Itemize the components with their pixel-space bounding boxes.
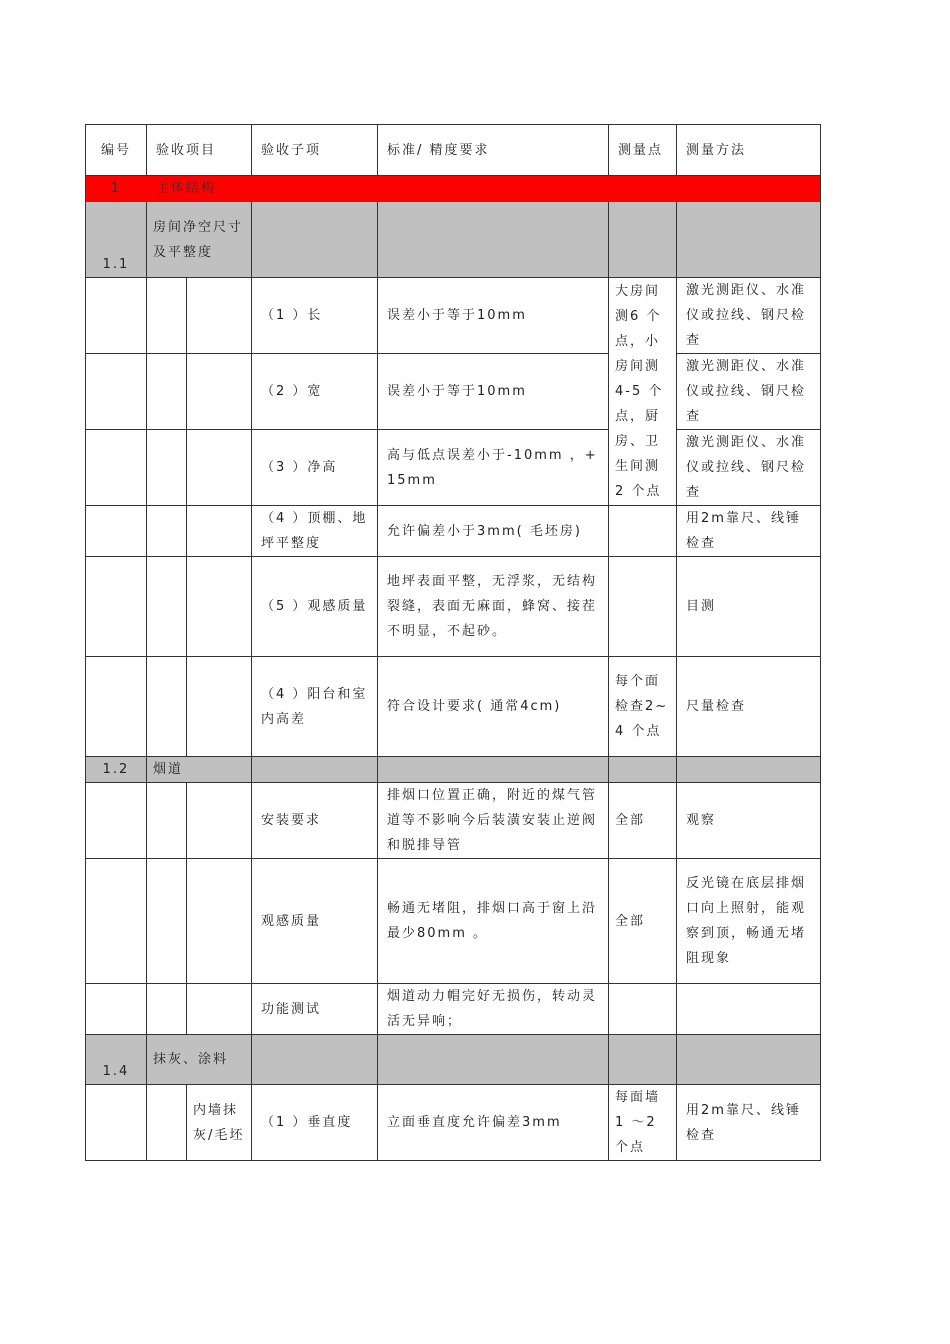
empty-cell [86, 354, 147, 430]
empty-cell [86, 430, 147, 506]
empty-cell [147, 783, 187, 859]
header-no: 编号 [86, 125, 147, 176]
empty-cell [86, 557, 147, 657]
section-empty [609, 1035, 677, 1085]
header-item: 验收项目 [147, 125, 252, 176]
section-empty [378, 757, 609, 783]
acceptance-table-wrapper [85, 124, 820, 1161]
section-row-1-1 [86, 202, 821, 278]
table-row [86, 557, 821, 657]
section-empty [677, 202, 821, 278]
empty-cell [187, 557, 252, 657]
standard: 误差小于等于10mm [378, 278, 609, 354]
section-1-empty [378, 176, 609, 202]
table-row [86, 506, 821, 557]
table-row [86, 783, 821, 859]
standard: 畅通无堵阻，排烟口高于窗上沿最少80mm 。 [378, 859, 609, 984]
section-1-1-no: 1.1 [86, 202, 147, 278]
section-empty [378, 1035, 609, 1085]
measure-method: 观察 [677, 783, 821, 859]
sub-item: （1 ）垂直度 [252, 1085, 378, 1161]
measure-points: 每个面检查2~4 个点 [609, 657, 677, 757]
section-1-empty [677, 176, 821, 202]
measure-method: 激光测距仪、水准仪或拉线、钢尺检查 [677, 278, 821, 354]
empty-cell [86, 657, 147, 757]
header-std: 标准/ 精度要求 [378, 125, 609, 176]
section-1-4-no: 1.4 [86, 1035, 147, 1085]
section-empty [677, 1035, 821, 1085]
measure-points [609, 506, 677, 557]
table-row [86, 354, 821, 430]
section-1-empty [252, 176, 378, 202]
empty-cell [147, 984, 187, 1035]
empty-cell [86, 506, 147, 557]
empty-cell [187, 859, 252, 984]
empty-cell [147, 354, 187, 430]
standard: 符合设计要求( 通常4cm) [378, 657, 609, 757]
measure-points: 全部 [609, 859, 677, 984]
section-1-2-no: 1.2 [86, 757, 147, 783]
empty-cell [147, 278, 187, 354]
sub-item: （2 ）宽 [252, 354, 378, 430]
measure-method: 反光镜在底层排烟口向上照射，能观察到顶，畅通无堵阻现象 [677, 859, 821, 984]
empty-cell [187, 430, 252, 506]
measure-points [609, 557, 677, 657]
measure-points: 全部 [609, 783, 677, 859]
empty-cell [86, 278, 147, 354]
measure-method: 用2m靠尺、线锤检查 [677, 1085, 821, 1161]
section-row-1 [86, 176, 821, 202]
empty-cell [187, 354, 252, 430]
empty-cell [86, 1085, 147, 1161]
header-sub: 验收子项 [252, 125, 378, 176]
sub-item: 功能测试 [252, 984, 378, 1035]
empty-cell [147, 557, 187, 657]
table-row [86, 984, 821, 1035]
section-row-1-4 [86, 1035, 821, 1085]
table-row [86, 430, 821, 506]
sub-item: （3 ）净高 [252, 430, 378, 506]
standard: 立面垂直度允许偏差3mm [378, 1085, 609, 1161]
section-empty [378, 202, 609, 278]
section-empty [252, 757, 378, 783]
measure-method: 尺量检查 [677, 657, 821, 757]
empty-cell [187, 506, 252, 557]
section-1-empty [609, 176, 677, 202]
measure-points: 大房间测6 个点，小房间测4-5 个点，厨房、卫生间测2 个点 [609, 278, 677, 506]
section-1-no: 1 [86, 176, 147, 202]
empty-cell [86, 859, 147, 984]
measure-method: 激光测距仪、水准仪或拉线、钢尺检查 [677, 354, 821, 430]
empty-cell [187, 657, 252, 757]
sub-item: （4 ）阳台和室内高差 [252, 657, 378, 757]
empty-cell [147, 506, 187, 557]
empty-cell [147, 859, 187, 984]
table-row [86, 278, 821, 354]
empty-cell [187, 783, 252, 859]
measure-points: 每面墙1 ～2 个点 [609, 1085, 677, 1161]
measure-method: 目测 [677, 557, 821, 657]
empty-cell [187, 278, 252, 354]
standard: 地坪表面平整，无浮浆，无结构裂缝，表面无麻面，蜂窝、接茬不明显，不起砂。 [378, 557, 609, 657]
empty-cell [86, 984, 147, 1035]
section-empty [609, 202, 677, 278]
header-points: 测量点 [609, 125, 677, 176]
empty-cell [147, 657, 187, 757]
header-method: 测量方法 [677, 125, 821, 176]
section-1-1-name: 房间净空尺寸及平整度 [147, 202, 252, 278]
table-row [86, 859, 821, 984]
sub-item: （1 ）长 [252, 278, 378, 354]
section-1-4-name: 抹灰、涂料 [147, 1035, 252, 1085]
measure-points [609, 984, 677, 1035]
group-label: 内墙抹灰/毛坯 [187, 1085, 252, 1161]
section-empty [609, 757, 677, 783]
standard: 高与低点误差小于-10mm ，+15mm [378, 430, 609, 506]
section-1-name: 主体结构 [147, 176, 252, 202]
measure-method [677, 984, 821, 1035]
empty-cell [86, 783, 147, 859]
sub-item: （5 ）观感质量 [252, 557, 378, 657]
section-empty [677, 757, 821, 783]
measure-method: 用2m靠尺、线锤检查 [677, 506, 821, 557]
standard: 允许偏差小于3mm( 毛坯房) [378, 506, 609, 557]
table-row [86, 657, 821, 757]
section-row-1-2 [86, 757, 821, 783]
acceptance-table [85, 124, 821, 1161]
empty-cell [147, 430, 187, 506]
table-row [86, 1085, 821, 1161]
standard: 误差小于等于10mm [378, 354, 609, 430]
section-1-2-name: 烟道 [147, 757, 252, 783]
empty-cell [187, 984, 252, 1035]
section-empty [252, 1035, 378, 1085]
section-empty [252, 202, 378, 278]
standard: 排烟口位置正确，附近的煤气管道等不影响今后装潢安装止逆阀和脱排导管 [378, 783, 609, 859]
sub-item: （4 ）顶棚、地坪平整度 [252, 506, 378, 557]
header-row [86, 125, 821, 176]
sub-item: 观感质量 [252, 859, 378, 984]
sub-item: 安装要求 [252, 783, 378, 859]
empty-cell [147, 1085, 187, 1161]
measure-method: 激光测距仪、水准仪或拉线、钢尺检查 [677, 430, 821, 506]
standard: 烟道动力帽完好无损伤，转动灵活无异响； [378, 984, 609, 1035]
